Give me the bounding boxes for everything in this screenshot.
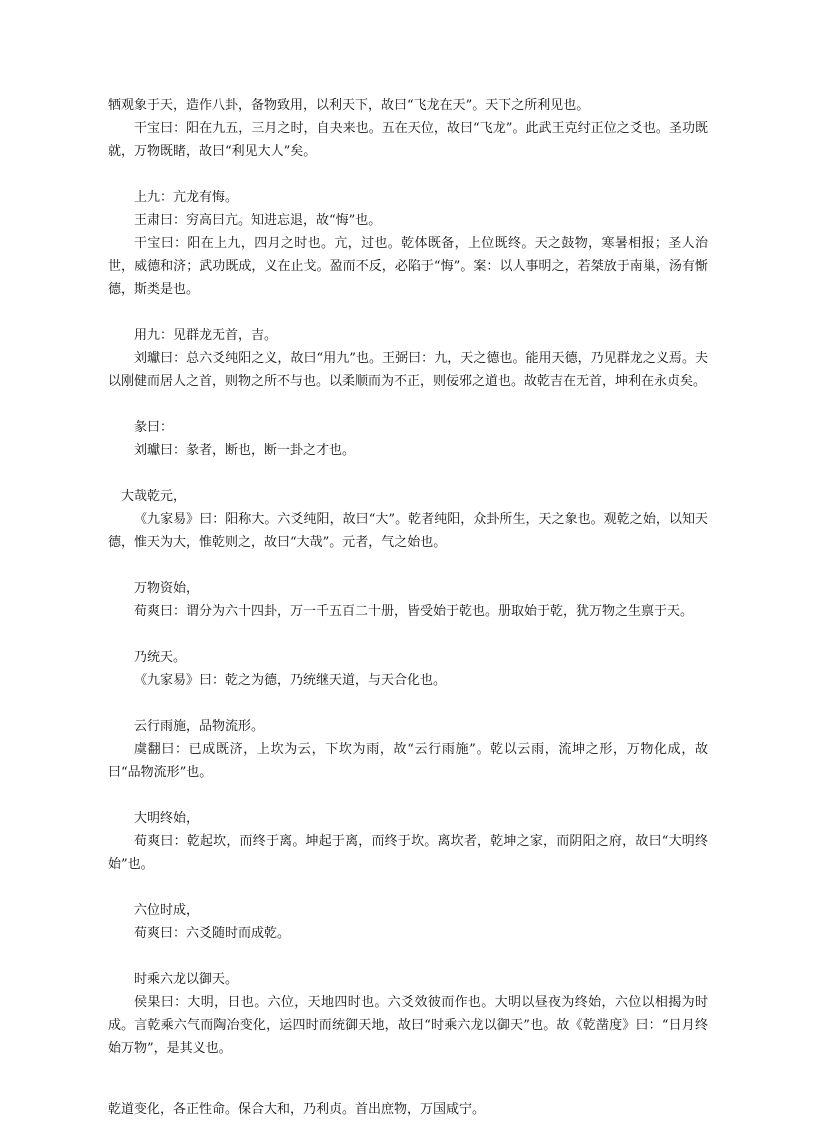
paragraph: 刘瓛曰：总六爻纯阳之义，故曰“用九”也。王弼曰：九，天之德也。能用天德，乃见群龙之义焉。夫以刚健而居人之首，则物之所不与也。以柔顺而为不正，则佞邪之道也。故乾吉在无首，坤利在永贞矣。 [108,351,708,389]
paragraph: 《九家易》曰：阳称大。六爻纯阳，故曰“大”。乾者纯阳，众卦所生，天之象也。观乾之始，以知天德，惟天为大，惟乾则之，故曰“大哉”。元者，气之始也。 [108,512,708,550]
paragraph: 干宝曰：阳在九五，三月之时，自夬来也。五在天位，故曰“飞龙”。此武王克纣正位之爻也。圣功既就，万物既睹，故曰“利见大人”矣。 [108,121,708,159]
paragraph: 刘瓛曰：彖者，断也，断一卦之才也。 [134,443,356,458]
paragraph: 荀爽曰：六爻随时而成乾。 [134,926,291,941]
heading-line: 彖曰： [134,420,174,435]
heading-line: 上九：亢龙有悔。 [134,190,239,205]
paragraph: 侯果曰：大明，日也。六位，天地四时也。六爻效彼而作也。大明以昼夜为终始，六位以相揭为时成。言乾乘六气而陶冶变化，运四时而统御天地，故曰“时乘六龙以御天”也。故《乾凿度》曰：“日月终始万物”，是其义也。 [108,995,708,1056]
heading-line: 大哉乾元， [121,489,187,504]
heading-line: 用九：见群龙无首，吉。 [134,328,278,343]
heading-line: 六位时成， [134,903,200,918]
paragraph: 虞翻曰：已成既济，上坎为云，下坎为雨，故“云行雨施”。乾以云雨，流坤之形，万物化成，故曰“品物流形”也。 [108,742,708,780]
paragraph: 乾道变化，各正性命。保合大和，乃利贞。首出庶物，万国咸宁。 [108,1102,486,1117]
heading-line: 万物资始， [134,581,200,596]
heading-line: 大明终始， [134,811,200,826]
heading-line: 时乘六龙以御天。 [134,972,239,987]
paragraph: 干宝曰：阳在上九，四月之时也。亢，过也。乾体既备，上位既终。天之鼓物，寒暑相报；圣人治世，威德和济；武功既成，义在止戈。盈而不反，必陷于“悔”。案：以人事明之，若桀放于南巢，汤有惭德，斯类是也。 [108,236,708,297]
heading-line: 云行雨施，品物流形。 [134,719,265,734]
paragraph: 荀爽曰：谓分为六十四卦，万一千五百二十册，皆受始于乾也。册取始于乾，犹万物之生禀于天。 [134,604,694,619]
paragraph: 荀爽曰：乾起坎，而终于离。坤起于离，而终于坎。离坎者，乾坤之家，而阴阳之府，故曰“大明终始”也。 [108,834,708,872]
paragraph: 《九家易》曰：乾之为德，乃统继天道，与天合化也。 [134,673,447,688]
heading-line: 乃统天。 [134,650,187,665]
paragraph: 牺观象于天，造作八卦，备物致用，以利天下，故曰“飞龙在天”。天下之所利见也。 [108,98,590,113]
paragraph: 王肃曰：穷高曰亢。知进忘退，故“悔”也。 [134,213,382,228]
text-column [108,94,708,1121]
